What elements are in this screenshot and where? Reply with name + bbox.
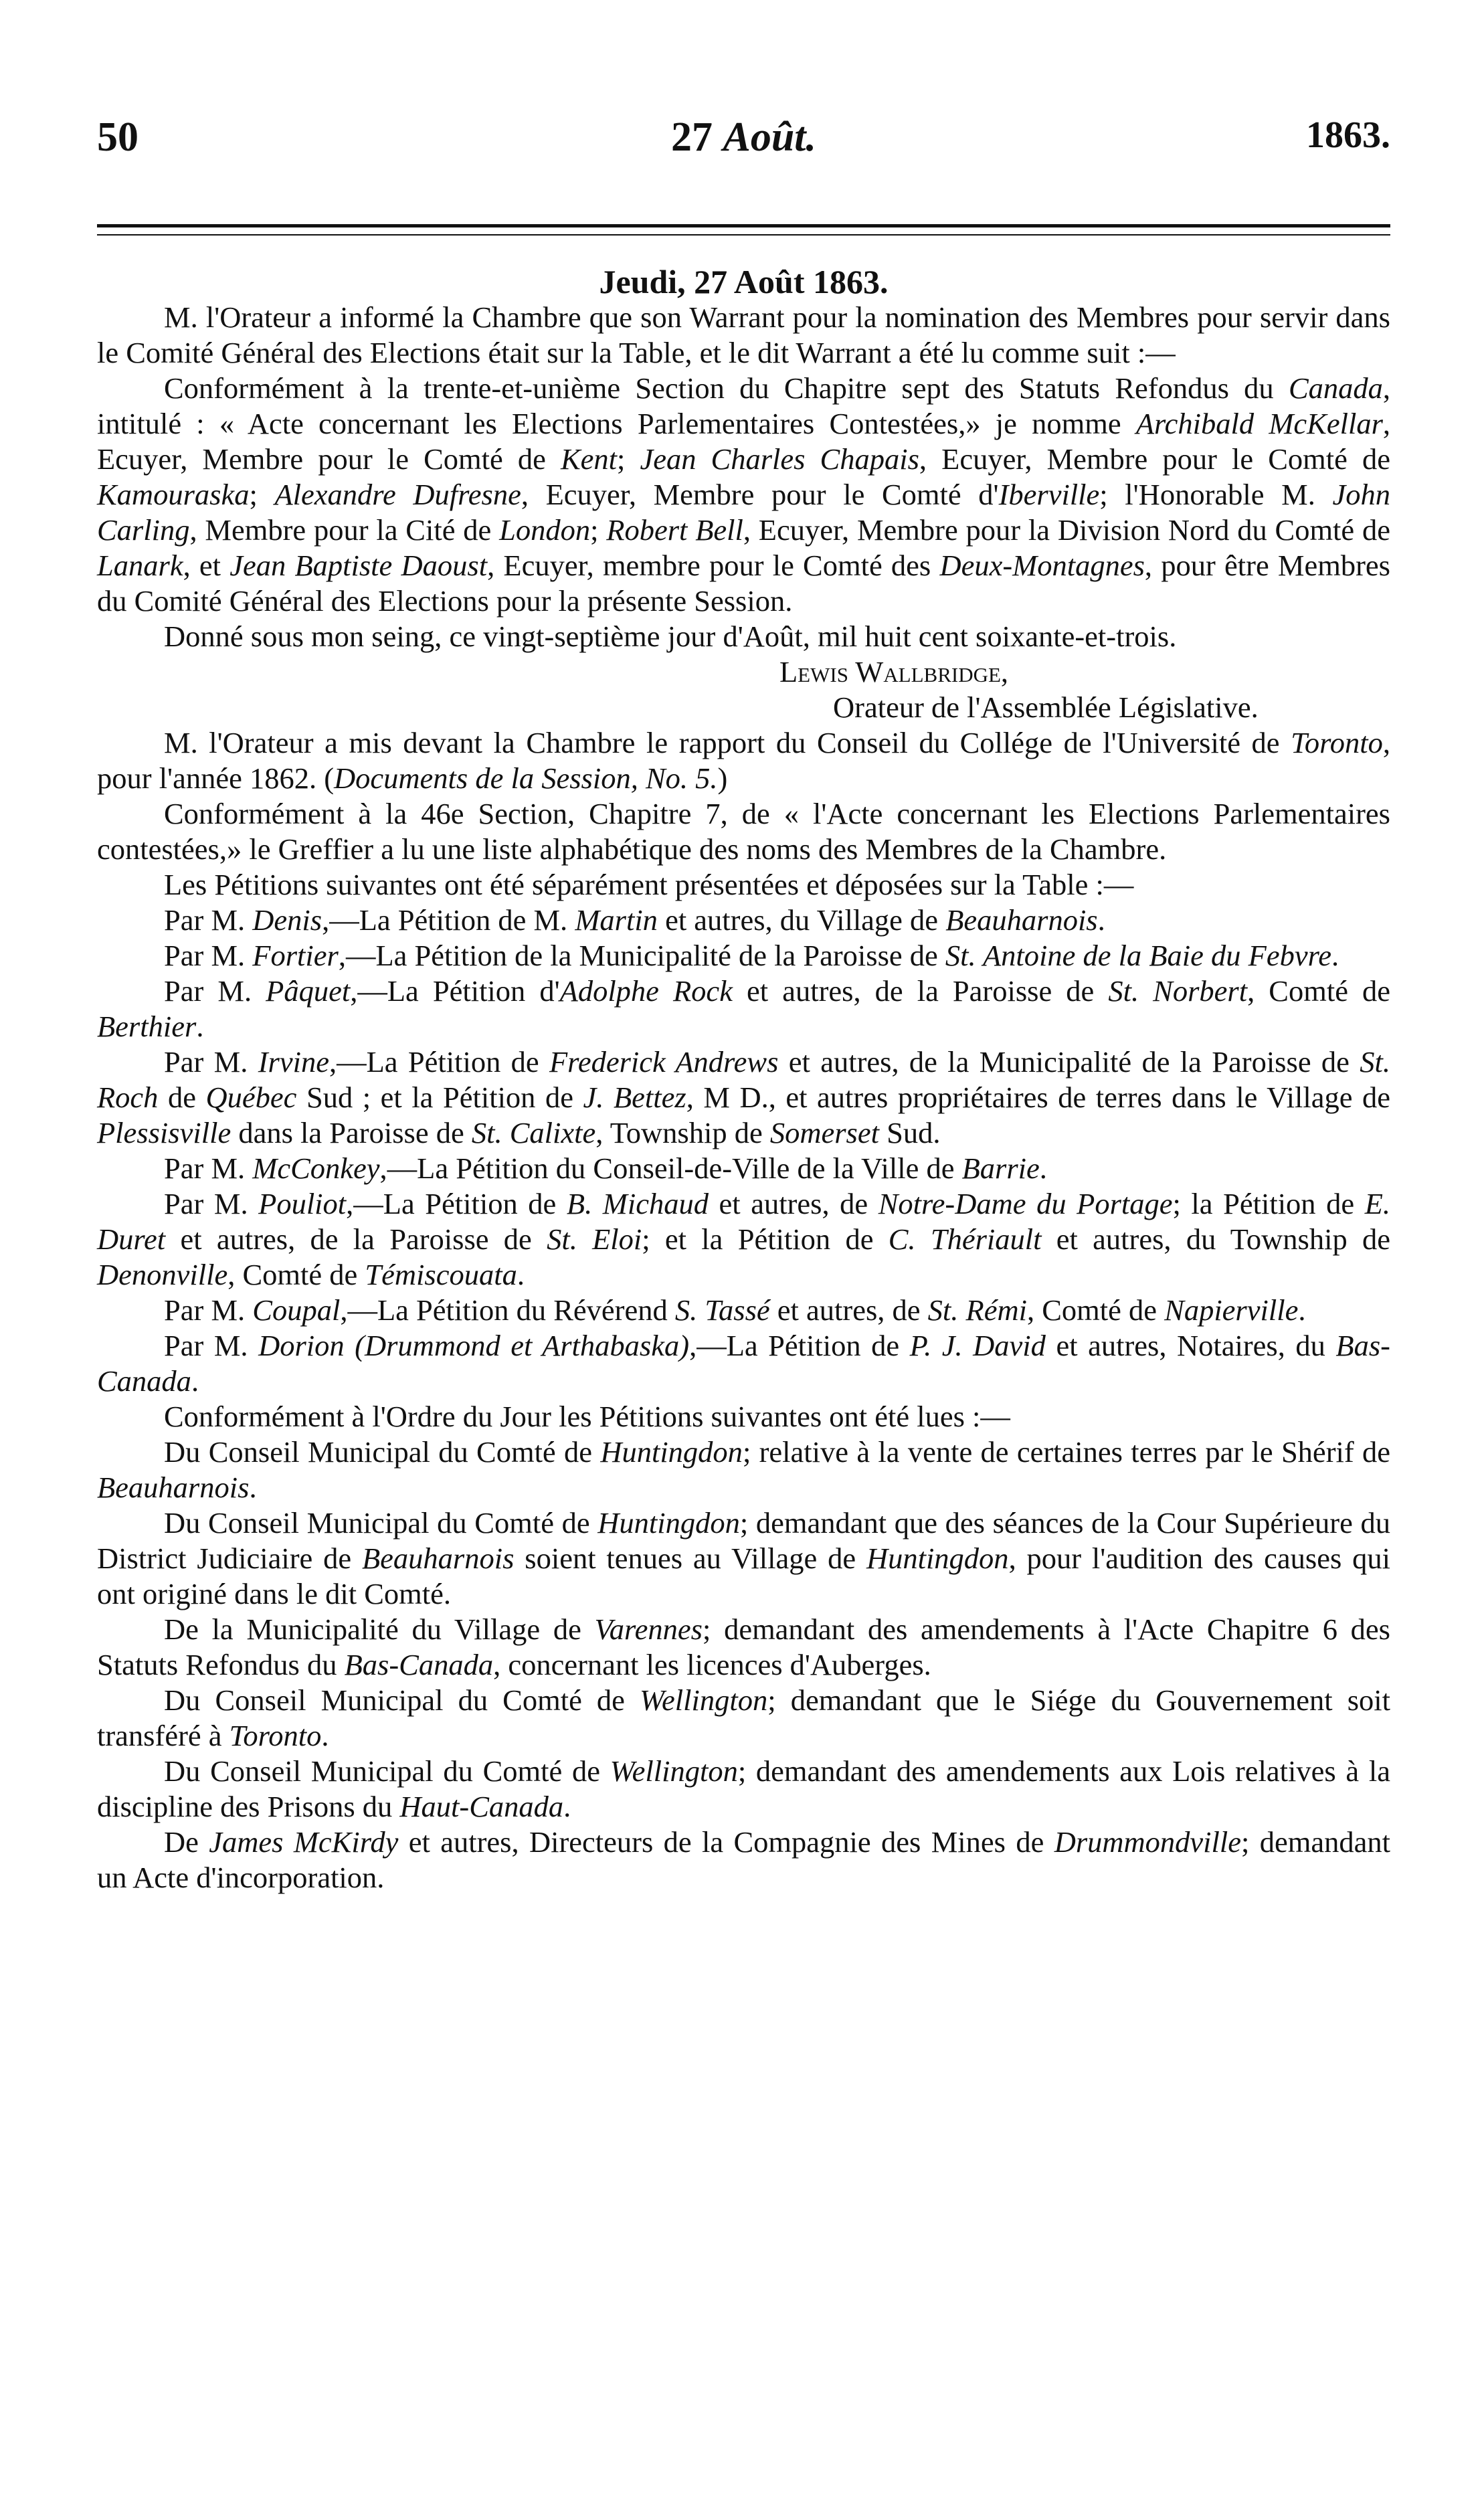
petition-presented-item: Par M. Pâquet,—La Pétition d'Adolphe Rock et autres, de la Paroisse de St. Norbert, Comté de Berthier.: [97, 974, 1391, 1043]
report-paragraph: M. l'Orateur a mis devant la Chambre le rapport du Conseil du Collége de l'Université de Toronto, pour l'année 1862. (Documents de la Session, No. 5.): [97, 726, 1390, 795]
petitions-presented-list: [97, 903, 1390, 1399]
petitions-read-intro: Conformément à l'Ordre du Jour les Pétitions suivantes ont été lues :—: [164, 1400, 1010, 1433]
petition-presented-item: Par M. Dorion (Drummond et Arthabaska),—La Pétition de P. J. David et autres, Notaires, du Bas-Canada.: [97, 1329, 1390, 1398]
petition-presented-item: Par M. Irvine,—La Pétition de Frederick Andrews et autres, de la Municipalité de la Paroisse de St. Roch de Québec Sud ; et la Pétition de J. Bettez, M D., et autres propriétaires de terres dans le Village de Plessisville dans la Paroisse de St. Calixte, Township de Somerset Sud.: [97, 1045, 1390, 1149]
signature-title: Orateur de l'Assemblée Législative.: [833, 690, 1259, 724]
petition-presented-item: Par M. Coupal,—La Pétition du Révérend S. Tassé et autres, de St. Rémi, Comté de Napierville.: [164, 1293, 1306, 1327]
petition-read-item: Du Conseil Municipal du Comté de Huntingdon; relative à la vente de certaines terres par le Shérif de Beauharnois.: [97, 1435, 1391, 1504]
petition-presented-item: Par M. McConkey,—La Pétition du Conseil-de-Ville de la Ville de Barrie.: [164, 1151, 1047, 1185]
clerk-paragraph: Conformément à la 46e Section, Chapitre 7, de « l'Acte concernant les Elections Parlementaires contestées,» le Greffier a lu une liste alphabétique des noms des Membres de la Chambre.: [97, 797, 1390, 866]
petitions-read-list: [97, 1434, 1390, 1895]
petition-presented-item: Par M. Fortier,—La Pétition de la Municipalité de la Paroisse de St. Antoine de la Baie du Febvre.: [164, 939, 1339, 972]
petition-read-item: Du Conseil Municipal du Comté de Wellington; demandant que le Siége du Gouvernement soit transféré à Toronto.: [97, 1683, 1391, 1752]
petition-presented-item: Par M. Denis,—La Pétition de M. Martin et autres, du Village de Beauharnois.: [164, 903, 1105, 937]
warrant-text: Conformément à la trente-et-unième Section du Chapitre sept des Statuts Refondus du Canada, intitulé : « Acte concernant les Elections Parlementaires Contestées,» je nomme Archibald McKellar, Ecuyer, Membre pour le Comté de Kent; Jean Charles Chapais, Ecuyer, Membre pour le Comté de Kamouraska; Alexandre Dufresne, Ecuyer, Membre pour le Comté d'Iberville; l'Honorable M. John Carling, Membre pour la Cité de London; Robert Bell, Ecuyer, Membre pour la Division Nord du Comté de Lanark, et Jean Baptiste Daoust, Ecuyer, membre pour le Comté des Deux-Montagnes, pour être Membres du Comité Général des Elections pour la présente Session.: [97, 371, 1391, 618]
document-body: [97, 264, 1390, 1895]
running-year: 1863.: [1306, 114, 1390, 156]
signature-name: Lewis Wallbridge,: [779, 655, 1009, 688]
petitions-presented-intro: Les Pétitions suivantes ont été séparément présentées et déposées sur la Table :—: [164, 868, 1134, 901]
running-month: Août.: [723, 114, 817, 160]
running-day: 27: [670, 114, 713, 160]
running-date: [97, 114, 1390, 161]
petition-read-item: De la Municipalité du Village de Varennes; demandant des amendements à l'Acte Chapitre 6 des Statuts Refondus du Bas-Canada, concernant les licences d'Auberges.: [97, 1612, 1390, 1681]
date-heading: Jeudi, 27 Août 1863.: [599, 263, 889, 300]
petition-read-item: Du Conseil Municipal du Comté de Huntingdon; demandant que des séances de la Cour Supérieure du District Judiciaire de Beauharnois soient tenues au Village de Huntingdon, pour l'audition des causes qui ont originé dans le dit Comté.: [97, 1506, 1390, 1610]
running-head: [97, 114, 1390, 174]
petition-presented-item: Par M. Pouliot,—La Pétition de B. Michaud et autres, de Notre-Dame du Portage; la Pétition de E. Duret et autres, de la Paroisse de St. Eloi; et la Pétition de C. Thériault et autres, du Township de Denonville, Comté de Témiscouata.: [97, 1187, 1390, 1291]
warrant-given: Donné sous mon seing, ce vingt-septième jour d'Août, mil huit cent soixante-et-trois.: [164, 620, 1177, 653]
page-number: 50: [97, 114, 138, 160]
header-rule-thin: [97, 234, 1390, 236]
petition-read-item: Du Conseil Municipal du Comté de Wellington; demandant des amendements aux Lois relatives à la discipline des Prisons du Haut-Canada.: [97, 1754, 1390, 1823]
petition-read-item: De James McKirdy et autres, Directeurs de la Compagnie des Mines de Drummondville; demandant un Acte d'incorporation.: [97, 1825, 1390, 1894]
header-rule: [97, 224, 1390, 227]
warrant-intro: M. l'Orateur a informé la Chambre que son Warrant pour la nomination des Membres pour servir dans le Comité Général des Elections était sur la Table, et le dit Warrant a été lu comme suit :—: [97, 300, 1390, 369]
